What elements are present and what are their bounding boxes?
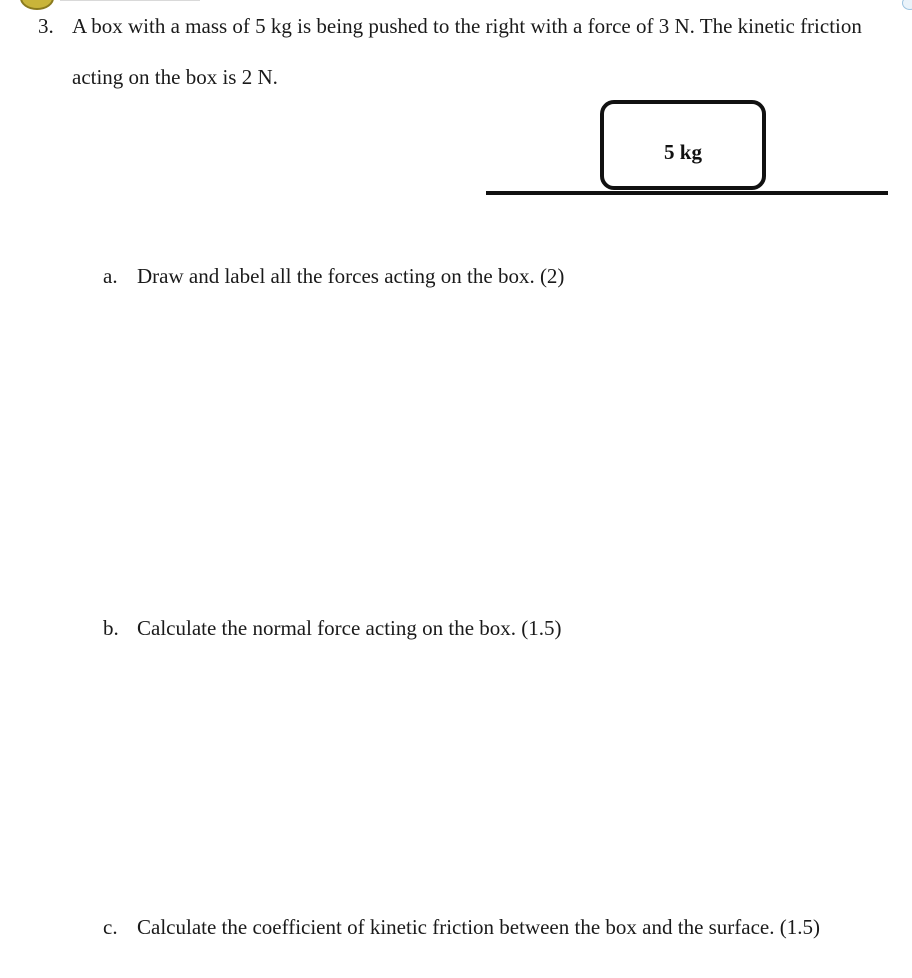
logo-fragment-icon [20, 0, 54, 10]
box-diagram [486, 100, 888, 200]
part-c-letter: c. [103, 915, 118, 939]
part-b-text: Calculate the normal force acting on the box. (1.5) [137, 616, 562, 640]
question-text-line-1: A box with a mass of 5 kg is being pushed to the right with a force of 3 N. The kinetic friction [72, 14, 862, 38]
top-divider [60, 0, 200, 1]
mass-box-label: 5 kg [664, 140, 702, 164]
part-b [103, 616, 562, 641]
part-c-text: Calculate the coefficient of kinetic friction between the box and the surface. (1.5) [137, 915, 820, 939]
part-a [103, 264, 564, 289]
stamp-fragment-icon [902, 0, 912, 10]
question-number: 3. [38, 14, 54, 38]
question-text-line-2: acting on the box is 2 N. [72, 65, 278, 89]
part-b-letter: b. [103, 616, 119, 640]
ground-surface [486, 191, 888, 195]
part-c [103, 915, 820, 940]
part-a-letter: a. [103, 264, 118, 288]
part-a-text: Draw and label all the forces acting on the box. (2) [137, 264, 565, 288]
mass-box [600, 100, 766, 190]
